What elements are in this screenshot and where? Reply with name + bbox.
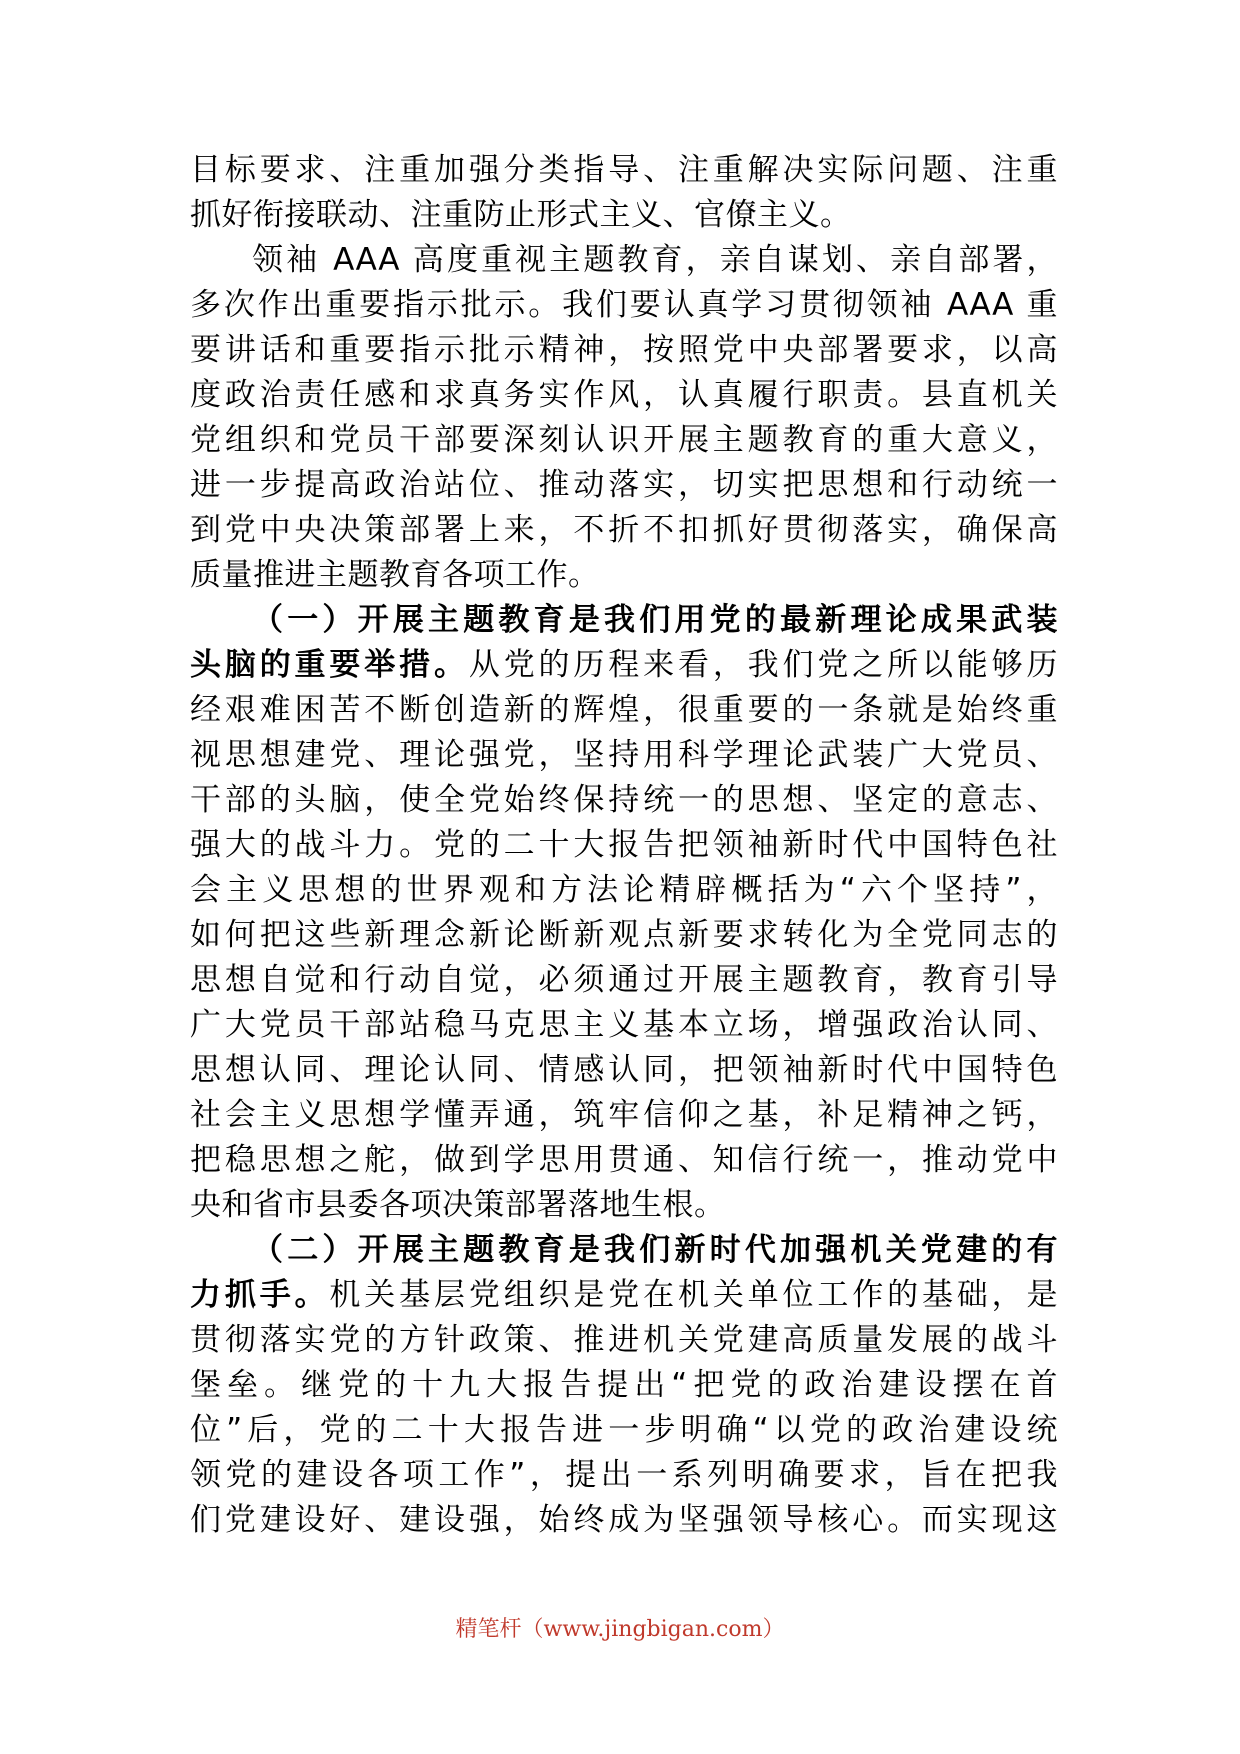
text-line bbox=[190, 1228, 1058, 1273]
section-heading-text: （一）开展主题教育是我们用党的最新理论成果武装 bbox=[252, 602, 1058, 638]
text-line bbox=[190, 328, 1058, 373]
body-text: 抓好衔接联动、注重防止形式主义、官僚主义。 bbox=[190, 197, 852, 233]
text-line bbox=[190, 1003, 1058, 1048]
text-line bbox=[190, 913, 1058, 958]
body-text: 视思想建党、理论强党，坚持用科学理论武装广大党员、 bbox=[190, 737, 1058, 773]
text-line bbox=[190, 553, 1058, 598]
body-text: 把稳思想之舵，做到学思用贯通、知信行统一，推动党中 bbox=[190, 1142, 1058, 1178]
text-line bbox=[190, 463, 1058, 508]
body-text: 从党的历程来看，我们党之所以能够历 bbox=[468, 647, 1059, 683]
body-text: 央和省市县委各项决策部署落地生根。 bbox=[190, 1187, 726, 1223]
body-text: 机关基层党组织是党在机关单位工作的基础，是 bbox=[329, 1277, 1059, 1313]
text-line bbox=[190, 1363, 1058, 1408]
body-text: 位”后，党的二十大报告进一步明确“以党的政治建设统 bbox=[190, 1412, 1058, 1448]
body-text: 经艰难困苦不断创造新的辉煌，很重要的一条就是始终重 bbox=[190, 692, 1058, 728]
text-line bbox=[190, 418, 1058, 463]
text-line bbox=[190, 1138, 1058, 1183]
body-text: 思想自觉和行动自觉，必须通过开展主题教育，教育引导 bbox=[190, 962, 1058, 998]
text-line bbox=[190, 1048, 1058, 1093]
body-text: 贯彻落实党的方针政策、推进机关党建高质量发展的战斗 bbox=[190, 1322, 1058, 1358]
body-text: 度政治责任感和求真务实作风，认真履行职责。县直机关 bbox=[190, 377, 1058, 413]
text-line bbox=[190, 1498, 1058, 1543]
text-line bbox=[190, 688, 1058, 733]
text-line bbox=[190, 373, 1058, 418]
text-line bbox=[190, 1183, 1058, 1228]
body-text: 要讲话和重要指示批示精神，按照党中央部署要求，以高 bbox=[190, 332, 1058, 368]
text-line bbox=[190, 1093, 1058, 1138]
text-line bbox=[190, 1318, 1058, 1363]
text-line bbox=[190, 238, 1058, 283]
body-text: 领党的建设各项工作”，提出一系列明确要求，旨在把我 bbox=[190, 1457, 1058, 1493]
body-text: 目标要求、注重加强分类指导、注重解决实际问题、注重 bbox=[190, 152, 1058, 188]
body-text: 堡垒。继党的十九大报告提出“把党的政治建设摆在首 bbox=[190, 1367, 1058, 1403]
body-text: 们党建设好、建设强，始终成为坚强领导核心。而实现这 bbox=[190, 1502, 1058, 1538]
text-line bbox=[190, 733, 1058, 778]
text-line bbox=[190, 283, 1058, 328]
body-text: 到党中央决策部署上来，不折不扣抓好贯彻落实，确保高 bbox=[190, 512, 1058, 548]
text-line bbox=[190, 598, 1058, 643]
text-line bbox=[190, 958, 1058, 1003]
body-text: 思想认同、理论认同、情感认同，把领袖新时代中国特色 bbox=[190, 1052, 1058, 1088]
body-text: 强大的战斗力。党的二十大报告把领袖新时代中国特色社 bbox=[190, 827, 1058, 863]
text-line bbox=[190, 1453, 1058, 1498]
text-line bbox=[190, 778, 1058, 823]
body-text: 进一步提高政治站位、推动落实，切实把思想和行动统一 bbox=[190, 467, 1058, 503]
text-line bbox=[190, 148, 1058, 193]
body-text: 领袖 AAA 高度重视主题教育，亲自谋划、亲自部署， bbox=[252, 242, 1058, 278]
text-line bbox=[190, 1408, 1058, 1453]
section-heading-text: 力抓手。 bbox=[190, 1277, 330, 1313]
section-heading-text: （二）开展主题教育是我们新时代加强机关党建的有 bbox=[252, 1232, 1058, 1268]
body-text: 质量推进主题教育各项工作。 bbox=[190, 557, 600, 593]
text-line bbox=[190, 193, 1058, 238]
body-text: 广大党员干部站稳马克思主义基本立场，增强政治认同、 bbox=[190, 1007, 1058, 1043]
section-heading-text: 头脑的重要举措。 bbox=[190, 647, 469, 683]
body-text: 干部的头脑，使全党始终保持统一的思想、坚定的意志、 bbox=[190, 782, 1058, 818]
body-text: 社会主义思想学懂弄通，筑牢信仰之基，补足精神之钙， bbox=[190, 1097, 1058, 1133]
text-line bbox=[190, 643, 1058, 688]
footer-watermark: 精笔杆（www.jingbigan.com） bbox=[455, 1617, 785, 1642]
text-line bbox=[190, 508, 1058, 553]
body-text: 党组织和党员干部要深刻认识开展主题教育的重大意义， bbox=[190, 422, 1058, 458]
body-text: 会主义思想的世界观和方法论精辟概括为“六个坚持”， bbox=[190, 872, 1058, 908]
body-text: 如何把这些新理念新论断新观点新要求转化为全党同志的 bbox=[190, 917, 1058, 953]
text-line bbox=[190, 823, 1058, 868]
text-line bbox=[190, 868, 1058, 913]
body-text: 多次作出重要指示批示。我们要认真学习贯彻领袖 AAA 重 bbox=[190, 287, 1058, 323]
document-body bbox=[190, 148, 1058, 1543]
text-line bbox=[190, 1273, 1058, 1318]
